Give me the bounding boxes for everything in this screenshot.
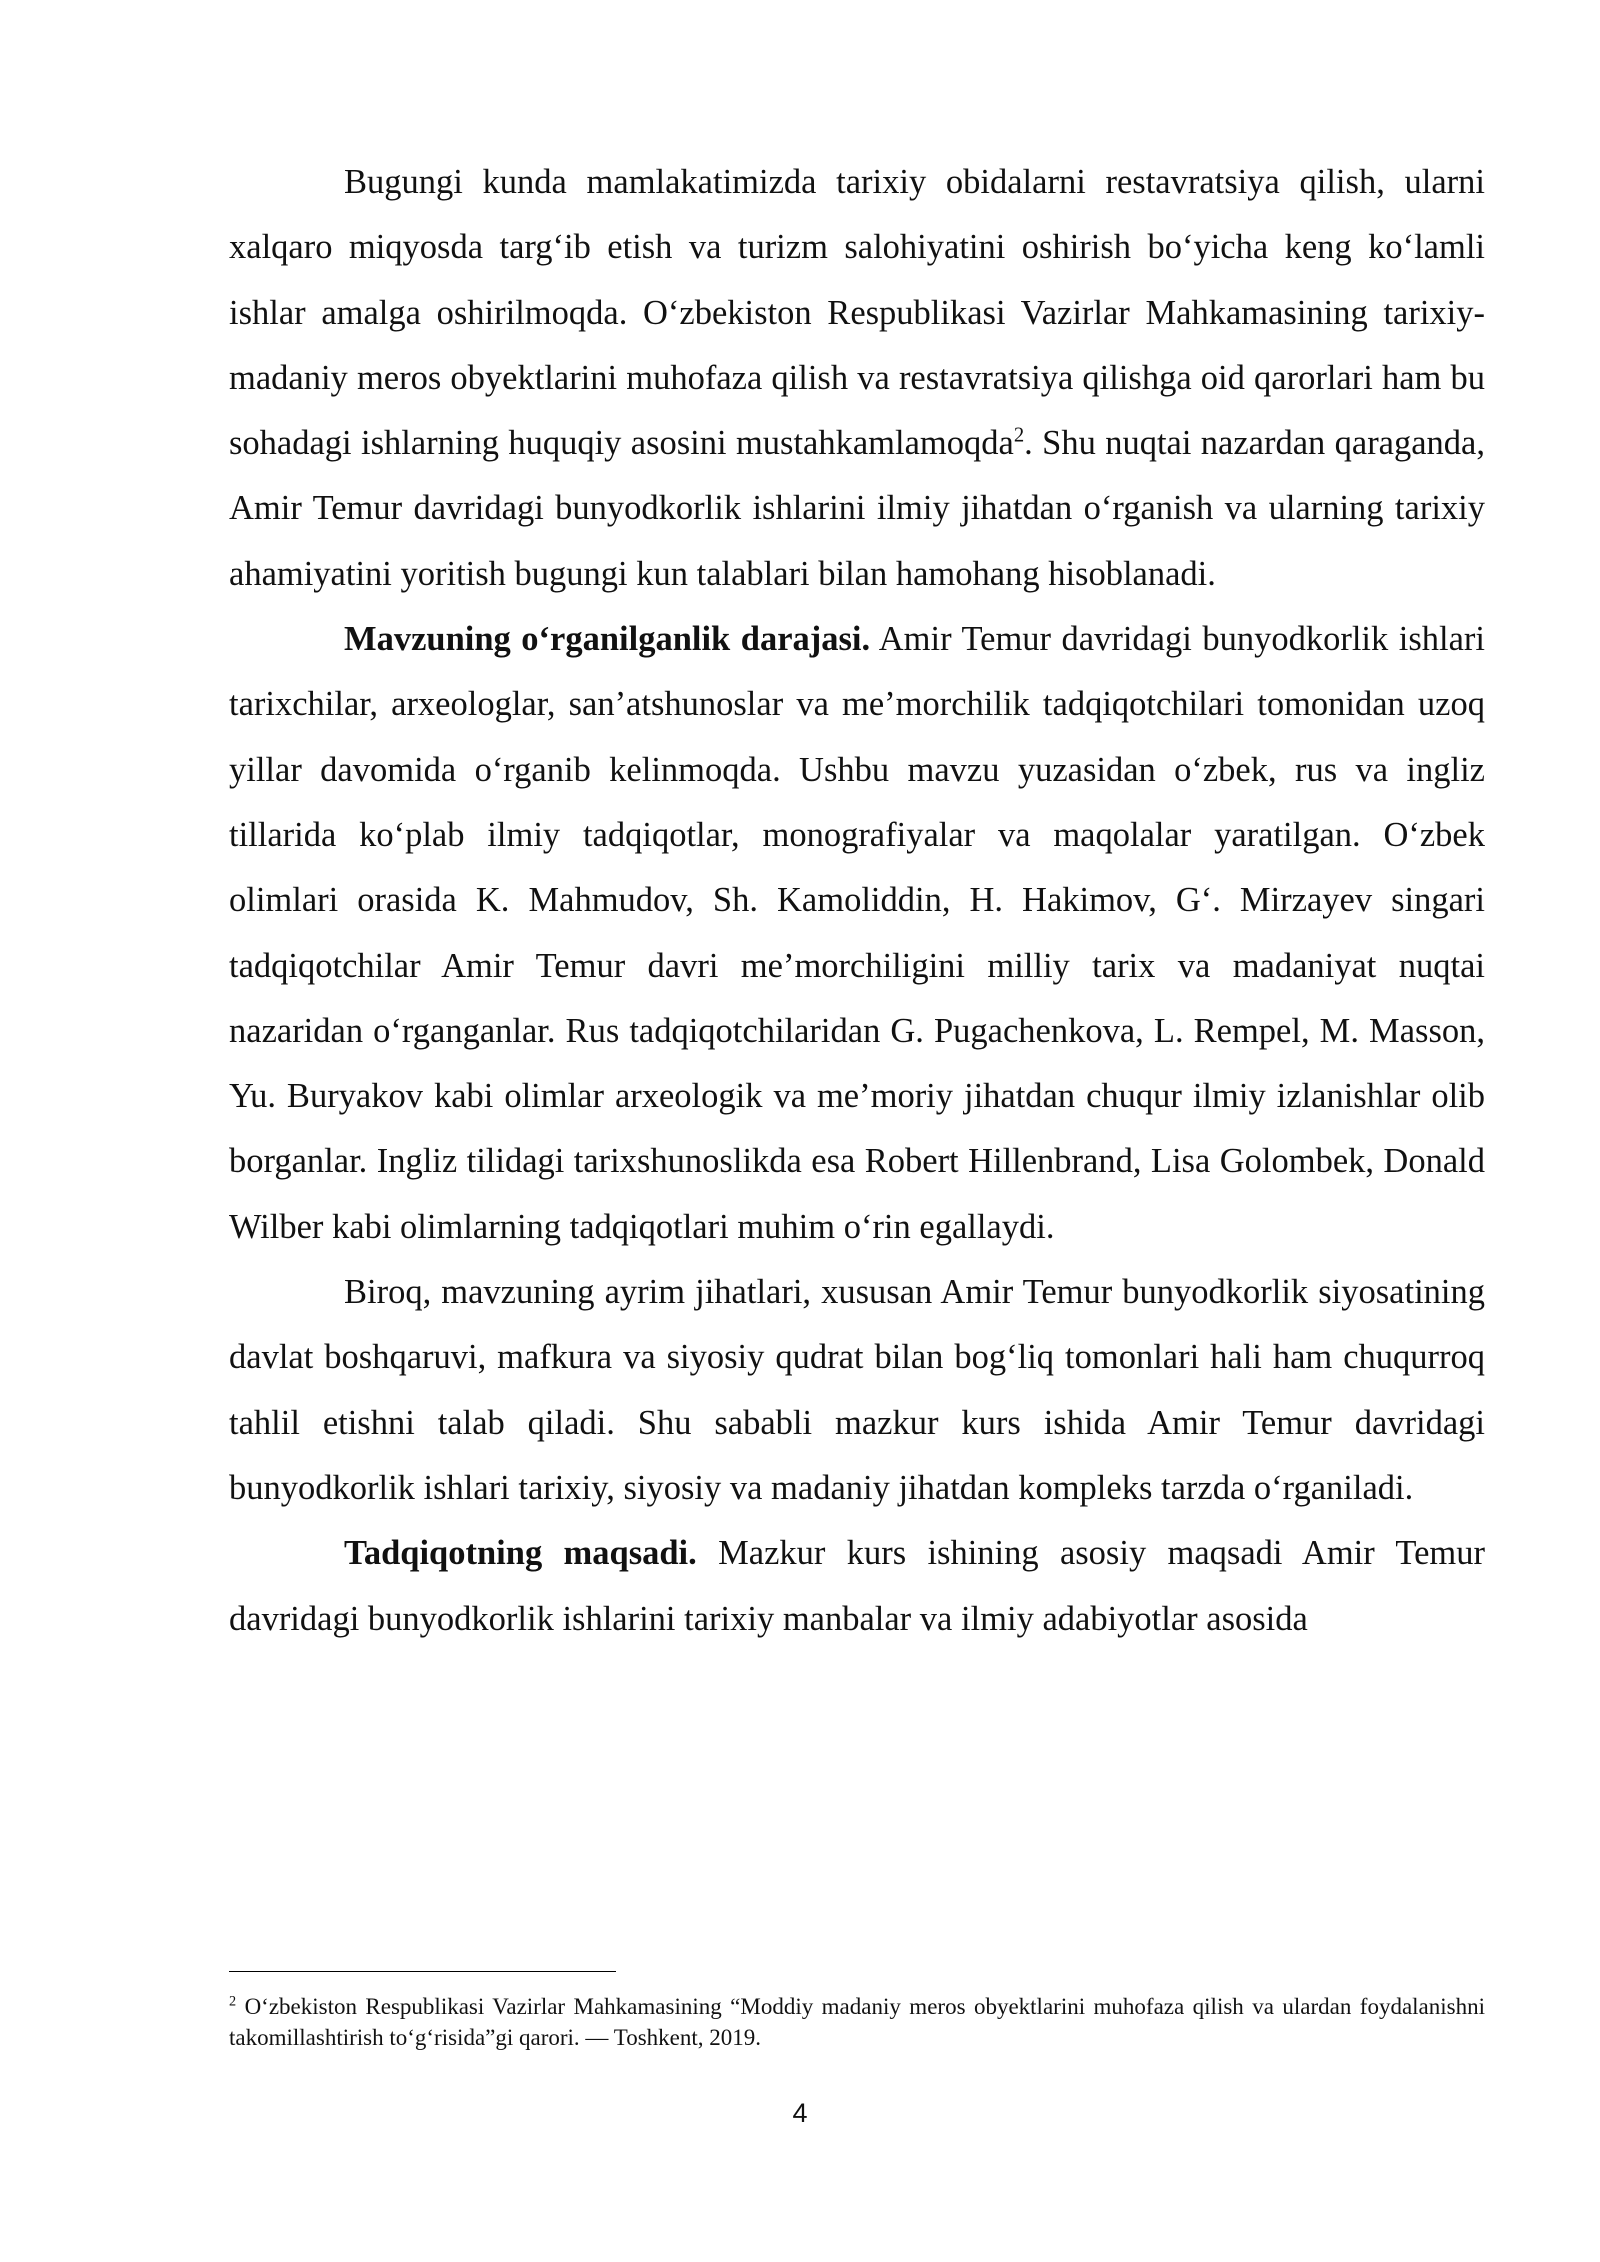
paragraph-study-level [229,607,1485,1260]
paragraph-text-continued: . Shu nuqtai nazardan qaraganda, Amir Temur davridagi bunyodkorlik ishlarini ilmiy jihatdan o‘rganish va ularning tarixiy ahamiyatini yoritish bugungi kun talablari bilan hamohang hisoblanadi. [229,424,1485,593]
footnote-number: 2 [229,1993,237,2010]
footnote-separator [229,1971,616,1972]
paragraph-text: Bugungi kunda mamlakatimizda tarixiy obidalarni restavratsiya qilish, ularni xalqaro miqyosda targ‘ib etish va turizm salohiyatini oshirish bo‘yicha keng ko‘lamli ishlar amalga oshirilmoqda. O‘zbekiston Respublikasi Vazirlar Mahkamasining tarixiy-madaniy meros obyektlarini muhofaza qilish va restavratsiya qilishga oid qarorlari ham bu sohadagi ishlarning huquqiy asosini mustahkamlamoqda [229,163,1485,463]
paragraph-however [229,1260,1485,1521]
section-lead-heading: Tadqiqotning maqsadi. [344,1534,697,1573]
paragraph-intro [229,150,1485,607]
footnote-text: O‘zbekiston Respublikasi Vazirlar Mahkamasining “Moddiy madaniy meros obyektlarini muhofaza qilish va ulardan foydalanishni takomillashtirish to‘g‘risida”gi qarori. — Toshkent, 2019. [229,1994,1485,2050]
paragraph-text: Biroq, mavzuning ayrim jihatlari, xususan Amir Temur bunyodkorlik siyosatining davlat boshqaruvi, mafkura va siyosiy qudrat bilan bog‘liq tomonlari hali ham chuqurroq tahlil etishni talab qiladi. Shu sababli mazkur kurs ishida Amir Temur davridagi bunyodkorlik ishlari tarixiy, siyosiy va madaniy jihatdan kompleks tarzda o‘rganiladi. [229,1273,1485,1507]
section-lead-heading: Mavzuning o‘rganilganlik darajasi. [344,620,871,659]
body-text [229,150,1485,1652]
footnote-reference[interactable]: 2 [1013,424,1025,447]
page-number: 4 [792,2098,808,2128]
footnote [229,1991,1485,2053]
paragraph-research-goal [229,1521,1485,1652]
paragraph-text: Amir Temur davridagi bunyodkorlik ishlari tarixchilar, arxeologlar, san’atshunoslar va me’morchilik tadqiqotchilari tomonidan uzoq yillar davomida o‘rganib kelinmoqda. Ushbu mavzu yuzasidan o‘zbek, rus va ingliz tillarida ko‘plab ilmiy tadqiqotlar, monografiyalar va maqolalar yaratilgan. O‘zbek olimlari orasida K. Mahmudov, Sh. Kamoliddin, H. Hakimov, G‘. Mirzayev singari tadqiqotchilar Amir Temur davri me’morchiligini milliy tarix va madaniyat nuqtai nazaridan o‘rganganlar. Rus tadqiqotchilaridan G. Pugachenkova, L. Rempel, M. Masson, Yu. Buryakov kabi olimlar arxeologik va me’moriy jihatdan chuqur ilmiy izlanishlar olib borganlar. Ingliz tilidagi tarixshunoslikda esa Robert Hillenbrand, Lisa Golombek, Donald Wilber kabi olimlarning tadqiqotlari muhim o‘rin egallaydi. [229,620,1485,1246]
paragraph-text: Mazkur kurs ishining asosiy maqsadi Amir Temur davridagi bunyodkorlik ishlarini tarixiy manbalar va ilmiy adabiyotlar asosida [229,1534,1485,1638]
